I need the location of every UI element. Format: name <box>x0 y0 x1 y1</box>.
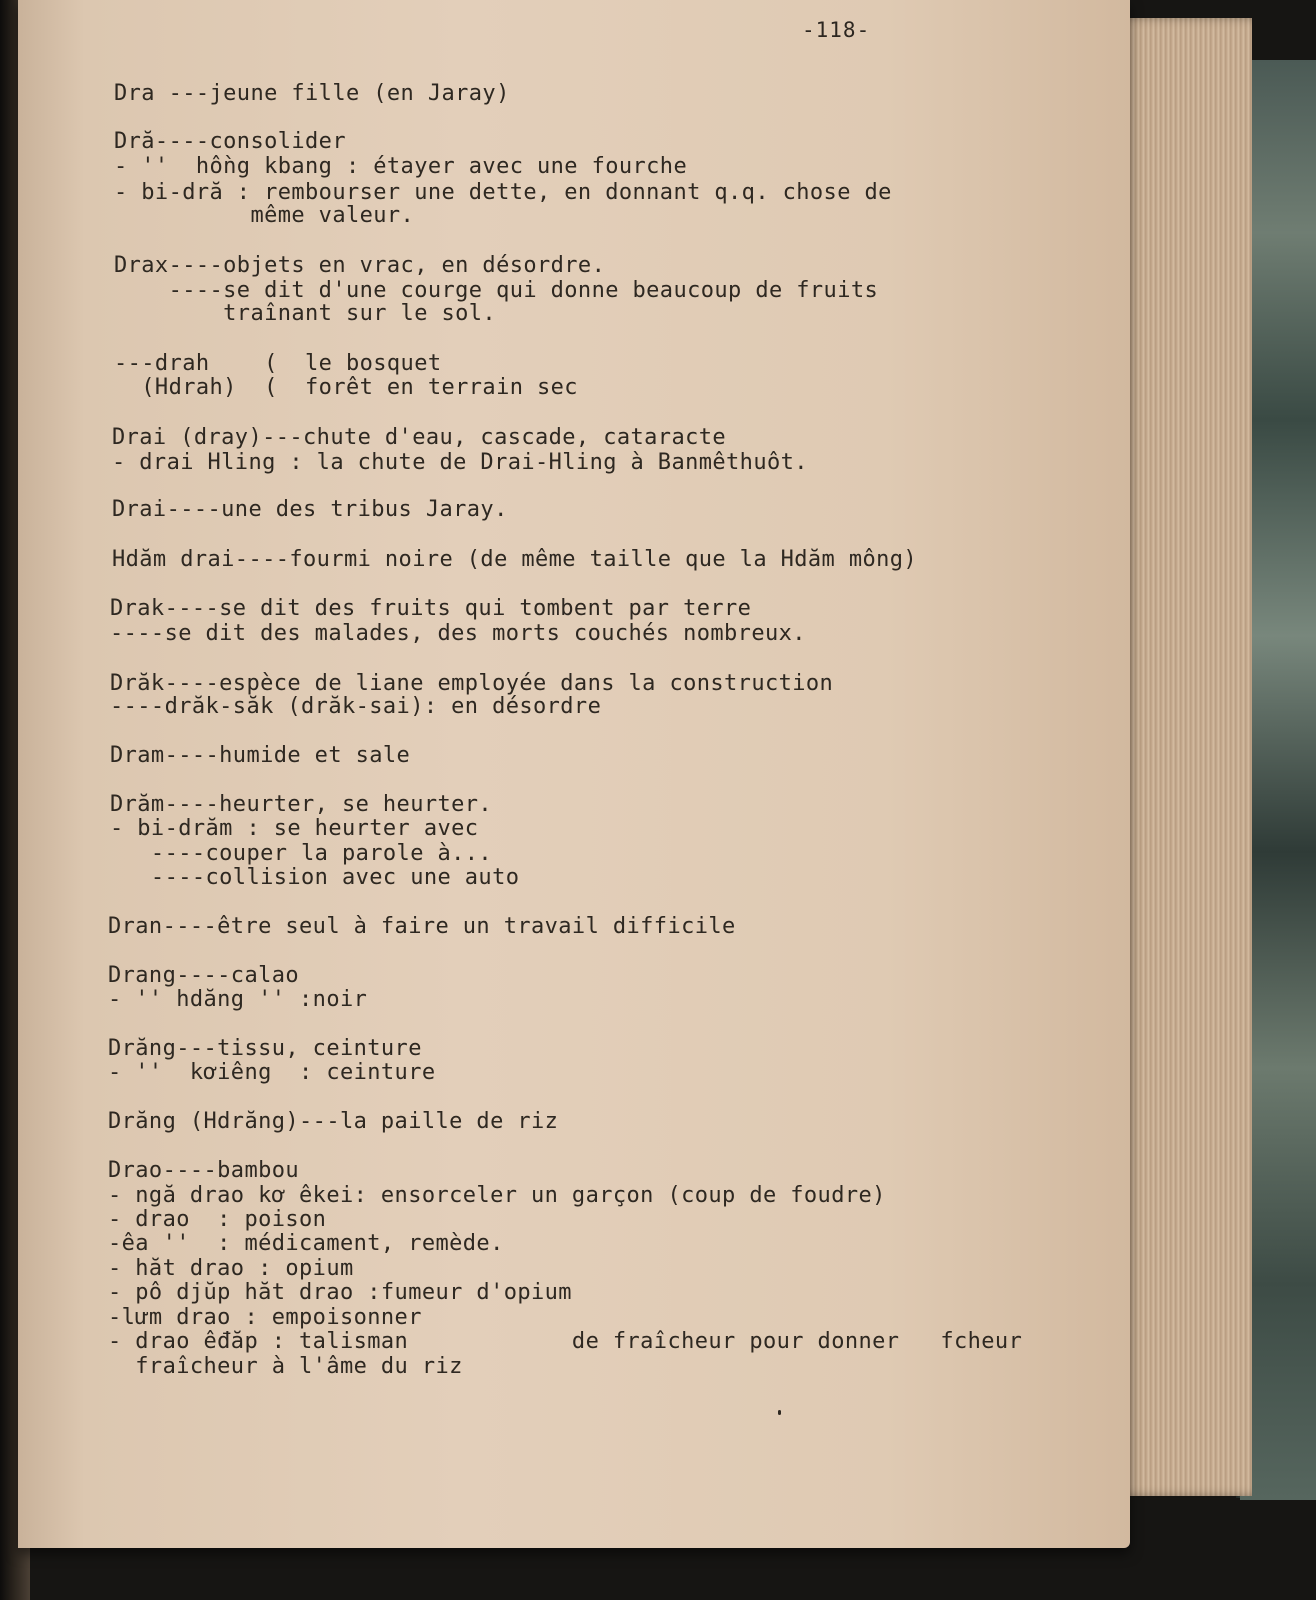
text-line: même valeur. <box>114 203 415 228</box>
typed-page <box>18 0 1130 1548</box>
text-line: - drao êđăp : talisman de fraîcheur pour donner fcheur <box>108 1329 1023 1354</box>
ink-speck <box>778 1410 781 1415</box>
text-line: Drax----objets en vrac, en désordre. <box>114 253 606 278</box>
text-line: - '' hồng kbang : étayer avec une fourche <box>114 154 688 179</box>
text-line: - bi-drăm : se heurter avec <box>110 816 479 841</box>
text-line: Hdăm drai----fourmi noire (de même taille que la Hdăm mông) <box>112 547 918 572</box>
text-line: - drao : poison <box>108 1207 327 1232</box>
text-line: - pô djŭp hăt drao :fumeur d'opium <box>108 1280 572 1305</box>
text-line: fraîcheur à l'âme du riz <box>108 1354 463 1379</box>
page-edges <box>1112 18 1252 1496</box>
text-line: ----se dit d'une courge qui donne beaucoup de fruits <box>114 278 879 303</box>
text-line: ----couper la parole à... <box>110 841 493 866</box>
text-line: Drang----calao <box>108 963 300 988</box>
text-line: ----se dit des malades, des morts couchés nombreux. <box>110 621 806 646</box>
text-line: - ngă drao kơ êkei: ensorceler un garçon (coup de foudre) <box>108 1183 886 1208</box>
text-line: - '' kơiêng : ceinture <box>108 1060 436 1085</box>
text-line: Drăng (Hdrăng)---la paille de riz <box>108 1109 559 1134</box>
text-line: Dran----être seul à faire un travail difficile <box>108 914 736 939</box>
text-line: Drăng---tissu, ceinture <box>108 1036 422 1061</box>
text-line: (Hdrah) ( forêt en terrain sec <box>114 375 578 400</box>
text-line: -êa '' : médicament, remède. <box>108 1231 504 1256</box>
text-line: Drai----une des tribus Jaray. <box>112 497 508 522</box>
text-line: - hăt drao : opium <box>108 1256 354 1281</box>
text-line: - '' hdăng '' :noir <box>108 987 368 1012</box>
text-line: -lưm drao : empoisonner <box>108 1305 422 1330</box>
text-line: Drăk----espèce de liane employée dans la construction <box>110 671 834 696</box>
text-line: traînant sur le sol. <box>114 301 497 326</box>
text-line: - drai Hling : la chute de Drai-Hling à Banmêthuôt. <box>112 450 808 475</box>
text-line: Drao----bambou <box>108 1158 300 1183</box>
text-line: - bi-dră : rembourser une dette, en donnant q.q. chose de <box>114 180 892 205</box>
text-line: ----drăk-săk (drăk-sai): en désordre <box>110 694 602 719</box>
text-line: Dra ---jeune fille (en Jaray) <box>114 81 510 106</box>
text-line: Dram----humide et sale <box>110 743 411 768</box>
text-line: Drăm----heurter, se heurter. <box>110 792 493 817</box>
text-line: ---drah ( le bosquet <box>114 351 442 376</box>
text-line: Drai (dray)---chute d'eau, cascade, cataracte <box>112 425 727 450</box>
page-number: -118- <box>802 18 871 42</box>
text-line: ----collision avec une auto <box>110 865 520 890</box>
text-line: Drak----se dit des fruits qui tombent par terre <box>110 596 752 621</box>
text-line: Dră----consolider <box>114 129 346 154</box>
